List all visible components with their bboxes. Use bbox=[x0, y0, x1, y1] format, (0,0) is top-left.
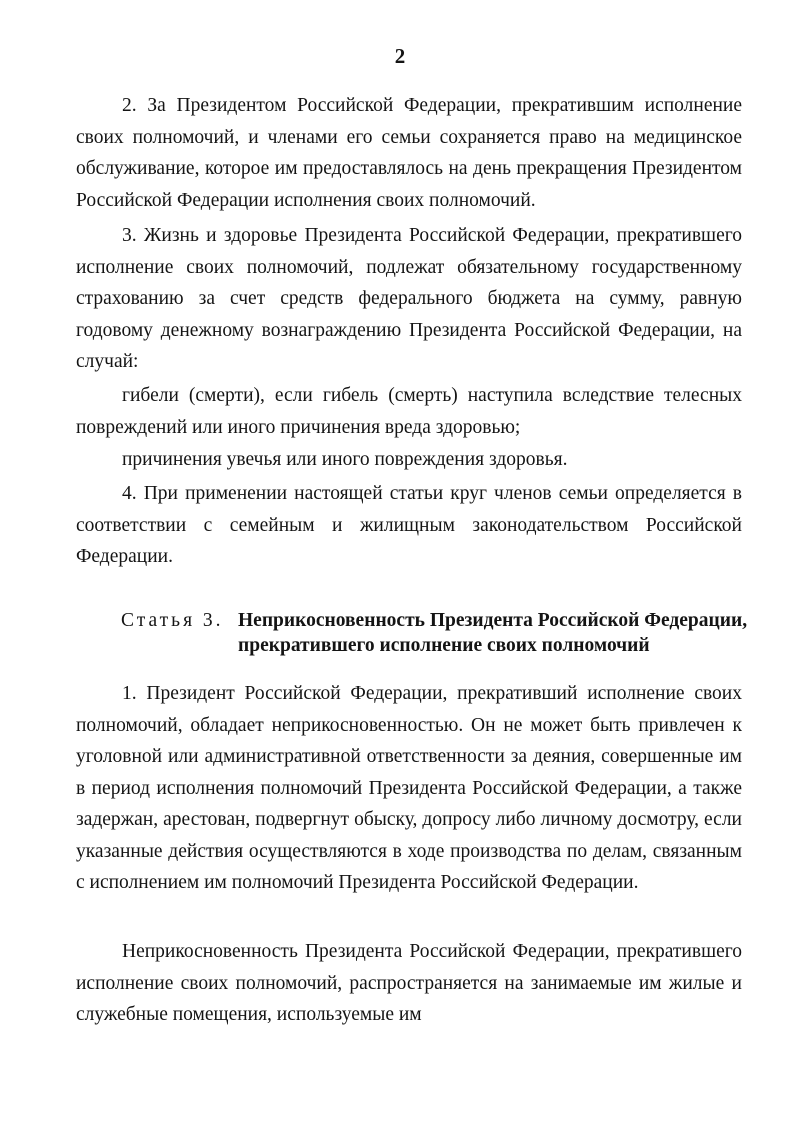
paragraph-death-case: гибели (смерти), если гибель (смерть) наступила вследствие телесных повреждений или иного причинения вреда здоровью; bbox=[76, 385, 742, 438]
article-title-line-2: прекратившего исполнение своих полномочий bbox=[238, 635, 650, 656]
page-number: 2 bbox=[394, 44, 406, 68]
article-label: Статья 3. bbox=[121, 610, 224, 631]
paragraph-immunity-premises: Неприкосновенность Президента Российской Федерации, прекратившего исполнение своих полномочий, распространяется на занимаемые им жилые и служебные помещения, используемые им bbox=[76, 941, 742, 1025]
paragraph-immunity: 1. Президент Российской Федерации, прекративший исполнение своих полномочий, обладает неприкосновенностью. Он не может быть привлечен к уголовной или административной ответственности за деяния, совершенные им в период исполнения полномочий Президента Российской Федерации, а также задержан, арестован, подвергнут обыску, допросу либо личному досмотру, если указанные действия осуществляются в ходе производства по делам, связанным с исполнением им полномочий Президента Российской Федерации. bbox=[76, 683, 742, 893]
paragraph-insurance: 3. Жизнь и здоровье Президента Российской Федерации, прекратившего исполнение своих полномочий, подлежат обязательному государственному страхованию за счет средств федерального бюджета на сумму, равную годовому денежному вознаграждению Президента Российской Федерации, на случай: bbox=[76, 225, 742, 372]
article-title-line-1: Неприкосновенность Президента Российской Федерации, bbox=[238, 610, 748, 631]
paragraph-medical-care: 2. За Президентом Российской Федерации, прекратившим исполнение своих полномочий, и членами его семьи сохраняется право на медицинское обслуживание, которое им предоставлялось на день прекращения Президентом Российской Федерации исполнения своих полномочий. bbox=[76, 95, 742, 211]
paragraph-injury-case: причинения увечья или иного повреждения здоровья. bbox=[122, 449, 568, 470]
paragraph-family-members: 4. При применении настоящей статьи круг членов семьи определяется в соответствии с семейным и жилищным законодательством Российской Федерации. bbox=[76, 483, 742, 567]
